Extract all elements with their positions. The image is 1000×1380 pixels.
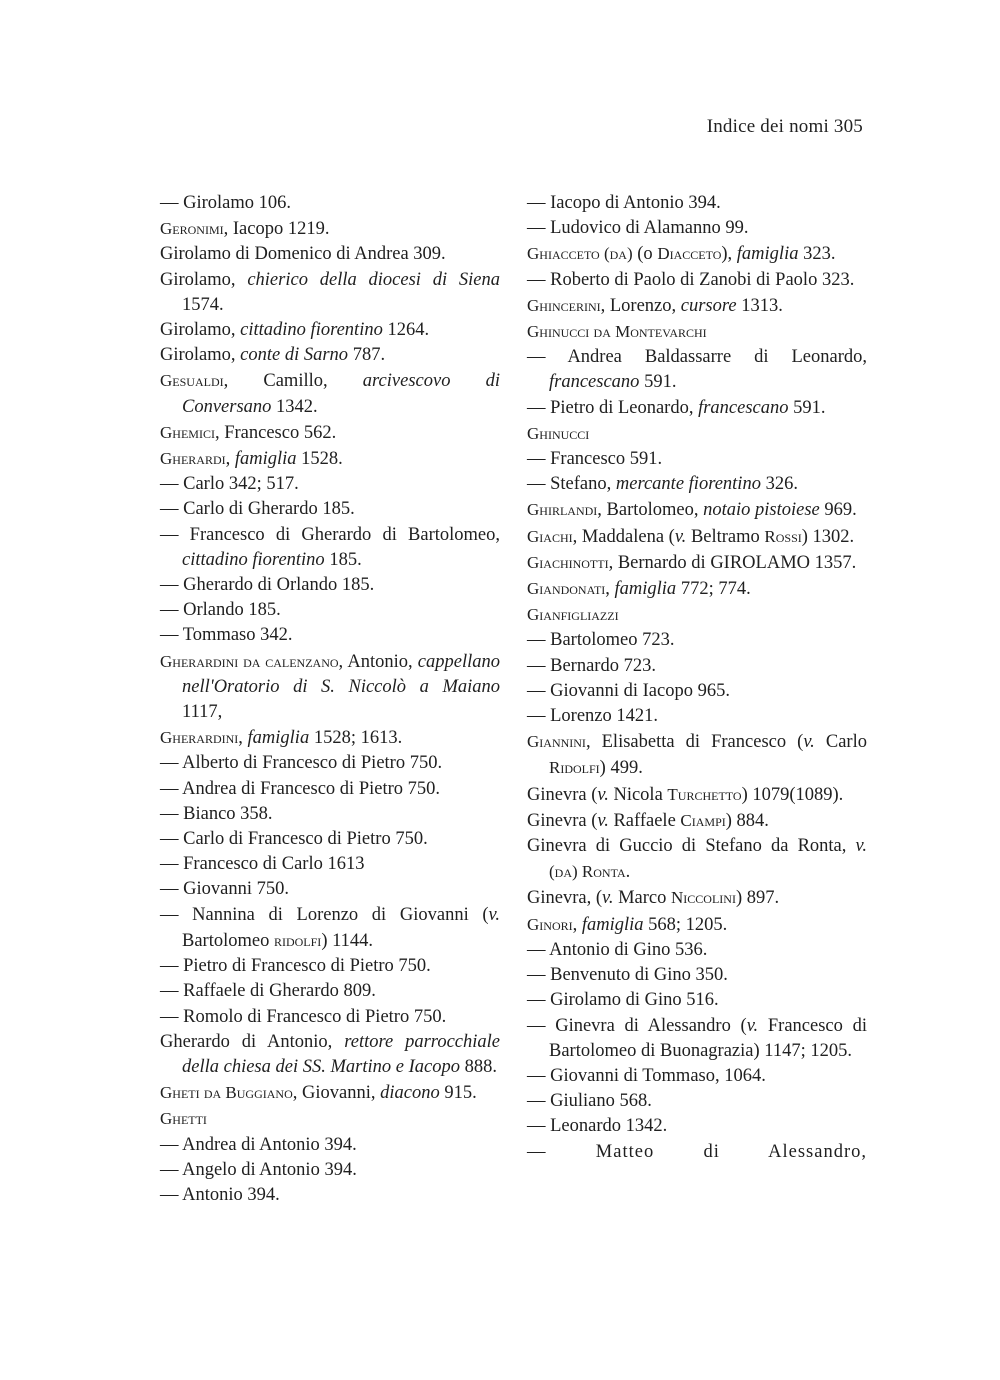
- surname: Ciampi: [680, 810, 726, 830]
- qualifier: v.: [855, 836, 867, 857]
- entry-text: — Pietro di Francesco di Pietro 750.: [160, 956, 431, 977]
- index-entry: [160, 1183, 500, 1208]
- surname: Ghiacceto (da): [527, 244, 633, 264]
- entry-text: — Giuliano 568.: [527, 1091, 652, 1112]
- entry-text: — Giovanni di Tommaso, 1064.: [527, 1065, 766, 1086]
- surname: Diacceto: [657, 244, 722, 264]
- entry-text: — Carlo di Francesco di Pietro 750.: [160, 829, 428, 850]
- index-entry: [160, 318, 500, 343]
- index-entry: [527, 602, 867, 628]
- qualifier: v.: [488, 904, 500, 925]
- index-entry: [527, 345, 867, 395]
- surname: Gianfigliazzi: [527, 605, 619, 625]
- entry-text: — Angelo di Antonio 394.: [160, 1159, 357, 1180]
- entry-text: — Romolo di Francesco di Pietro 750.: [160, 1006, 447, 1027]
- page-number: 305: [833, 116, 863, 137]
- index-entry: [527, 1114, 867, 1139]
- qualifier: famiglia: [234, 449, 297, 470]
- surname: Ghinucci da Montevarchi: [527, 322, 707, 342]
- index-entry: [160, 877, 500, 902]
- surname: Gherardi: [160, 449, 226, 469]
- index-entry: [527, 293, 867, 319]
- entry-text: — Andrea di Antonio 394.: [160, 1134, 357, 1155]
- entry-text: — Francesco di Carlo 1613: [160, 854, 365, 875]
- index-entry: [527, 912, 867, 938]
- entry-text: , Bartolomeo,: [597, 500, 704, 521]
- entry-text: ),: [721, 244, 737, 265]
- qualifier: v.: [602, 888, 614, 909]
- index-entry: [160, 598, 500, 623]
- entry-text: ) 1302.: [801, 526, 855, 547]
- index-entry: [160, 1030, 500, 1080]
- index-entry: [527, 191, 867, 216]
- entry-text: Girolamo,: [160, 345, 241, 366]
- index-entry: [160, 268, 500, 318]
- entry-text: ) 1144.: [321, 930, 374, 951]
- index-entry: [527, 550, 867, 576]
- entry-text: Girolamo,: [160, 320, 241, 341]
- index-entry: [160, 1133, 500, 1158]
- index-column-left: [160, 191, 500, 1208]
- entry-text: Ginevra (: [527, 784, 598, 805]
- index-entry: [160, 1005, 500, 1030]
- index-entry: [527, 963, 867, 988]
- index-entry: [527, 216, 867, 241]
- index-entry: [160, 523, 500, 573]
- entry-text: — Girolamo di Gino 516.: [527, 990, 719, 1011]
- entry-text: Beltramo: [686, 526, 765, 547]
- entry-text: — Iacopo di Antonio 394.: [527, 193, 721, 213]
- entry-text: 1264.: [382, 320, 430, 341]
- entry-text: 772; 774.: [676, 579, 751, 600]
- entry-text: , Iacopo 1219.: [223, 219, 330, 240]
- surname: (da) Ronta: [549, 862, 626, 882]
- index-entry: [160, 191, 500, 216]
- entry-text: — Leonardo 1342.: [527, 1116, 668, 1137]
- entry-text: — Bartolomeo 723.: [527, 630, 675, 651]
- index-entry: [527, 679, 867, 704]
- surname: Gesualdi: [160, 371, 224, 391]
- index-entry: [527, 396, 867, 421]
- qualifier: famiglia: [736, 244, 799, 265]
- entry-text: — Giovanni 750.: [160, 879, 289, 900]
- entry-text: — Alberto di Francesco di Pietro 750.: [160, 753, 443, 774]
- index-entry: [527, 319, 867, 345]
- surname: Niccolini: [671, 888, 736, 908]
- qualifier: v.: [597, 784, 609, 805]
- qualifier: rettore parrocchiale della chiesa dei SS. Martino e Iacopo: [182, 1031, 500, 1077]
- entry-text: Carlo: [814, 732, 867, 753]
- entry-text: ,: [572, 914, 582, 935]
- entry-text: — Lorenzo 1421.: [527, 706, 659, 727]
- entry-text: , Bernardo di GIROLAMO 1357.: [608, 552, 857, 573]
- index-entry: [527, 447, 867, 472]
- index-entry: [160, 242, 500, 267]
- index-entry: [527, 241, 867, 267]
- entry-text: — Stefano,: [527, 474, 616, 495]
- index-entry: [527, 268, 867, 293]
- qualifier: v.: [674, 526, 687, 547]
- surname: Ghincerini: [527, 295, 601, 315]
- entry-text: 185.: [324, 549, 362, 570]
- entry-text: — Benvenuto di Gino 350.: [527, 965, 728, 986]
- qualifier: cittadino fiorentino: [182, 549, 325, 570]
- index-entry: [160, 623, 500, 648]
- entry-text: — Ginevra di Alessandro (: [527, 1015, 747, 1036]
- entry-text: Girolamo di Domenico di Andrea 309.: [160, 244, 446, 265]
- entry-text: (o: [632, 244, 658, 265]
- index-entry: [160, 954, 500, 979]
- surname: Turchetto: [667, 784, 742, 804]
- qualifier: chierico della diocesi di Siena: [247, 269, 500, 290]
- index-entry: [160, 827, 500, 852]
- entry-text: — Matteo di Alessandro,: [527, 1141, 867, 1162]
- qualifier: cappellano nell'Oratorio di S. Niccolò a Maiano: [182, 651, 500, 697]
- entry-text: 787.: [348, 345, 386, 366]
- qualifier: cursore: [680, 295, 737, 316]
- entry-text: ) 1079(1089).: [741, 784, 844, 805]
- entry-text: 915.: [439, 1083, 477, 1104]
- index-entry: [527, 885, 867, 911]
- entry-text: — Francesco 591.: [527, 449, 663, 470]
- entry-text: 326.: [760, 474, 798, 495]
- entry-text: — Carlo 342; 517.: [160, 474, 299, 495]
- index-entry: [160, 446, 500, 472]
- qualifier: famiglia: [581, 914, 644, 935]
- surname: Gherardini: [160, 728, 239, 748]
- index-entry: [527, 782, 867, 808]
- index-entry: [160, 725, 500, 751]
- entry-text: — Bianco 358.: [160, 803, 273, 824]
- surname: ridolfi: [273, 930, 322, 950]
- index-entry: [160, 649, 500, 726]
- index-entry: [527, 576, 867, 602]
- index-entry: [527, 421, 867, 447]
- entry-text: 1313.: [736, 295, 783, 316]
- index-entry: [160, 497, 500, 522]
- entry-text: , Elisabetta di Francesco (: [585, 732, 804, 753]
- index-entry: [527, 1064, 867, 1089]
- entry-text: 1342.: [271, 396, 318, 417]
- index-entry: [160, 368, 500, 419]
- index-entry: [527, 729, 867, 781]
- entry-text: — Nannina di Lorenzo di Giovanni (: [160, 904, 489, 925]
- qualifier: v.: [803, 732, 815, 753]
- index-entry: [527, 654, 867, 679]
- qualifier: mercante fiorentino: [615, 474, 761, 495]
- entry-text: , Lorenzo,: [600, 295, 681, 316]
- index-entry: [160, 472, 500, 497]
- index-entry: [527, 808, 867, 834]
- entry-text: — Carlo di Gherardo 185.: [160, 499, 355, 520]
- entry-text: — Giovanni di Iacopo 965.: [527, 680, 730, 701]
- qualifier: francescano: [698, 397, 789, 418]
- entry-text: Francesco di Bartolomeo di Buonagrazia) 1147; 1205.: [549, 1015, 867, 1061]
- surname: Ridolfi: [549, 758, 600, 778]
- surname: Ghirlandi: [527, 500, 598, 520]
- index-entry: [160, 420, 500, 446]
- entry-text: .: [625, 862, 631, 883]
- surname: Giachinotti: [527, 552, 609, 572]
- qualifier: notaio pistoiese: [703, 500, 820, 521]
- qualifier: francescano: [549, 372, 640, 393]
- entry-text: ) 884.: [725, 810, 769, 831]
- index-column-right: [527, 191, 867, 1165]
- entry-text: — Antonio di Gino 536.: [527, 939, 708, 960]
- index-entry: [160, 573, 500, 598]
- entry-text: — Gherardo di Orlando 185.: [160, 575, 375, 596]
- entry-text: ,: [225, 449, 235, 470]
- index-entry: [160, 1080, 500, 1106]
- entry-text: Ginevra (: [527, 810, 598, 831]
- entry-text: , Camillo,: [223, 371, 363, 392]
- qualifier: cittadino fiorentino: [240, 320, 383, 341]
- entry-text: 591.: [788, 397, 826, 418]
- index-entry: [160, 751, 500, 776]
- index-entry: [160, 343, 500, 368]
- entry-text: — Antonio 394.: [160, 1184, 280, 1205]
- entry-text: Girolamo,: [160, 269, 248, 290]
- entry-text: 1117,: [182, 702, 223, 723]
- entry-text: , Antonio,: [338, 651, 418, 672]
- index-entry: [527, 472, 867, 497]
- index-entry: [527, 497, 867, 523]
- entry-text: 323.: [798, 244, 836, 265]
- entry-text: 1528; 1613.: [309, 728, 403, 749]
- entry-text: — Pietro di Leonardo,: [527, 397, 699, 418]
- surname: Ginori: [527, 914, 573, 934]
- index-entry: [160, 903, 500, 954]
- entry-text: Bartolomeo: [182, 930, 274, 951]
- surname: Giachi: [527, 526, 573, 546]
- qualifier: v.: [746, 1015, 759, 1036]
- entry-text: — Roberto di Paolo di Zanobi di Paolo 323.: [527, 269, 855, 290]
- qualifier: famiglia: [247, 728, 310, 749]
- entry-text: 888.: [459, 1056, 497, 1077]
- entry-text: , Francesco 562.: [214, 422, 337, 443]
- qualifier: arcivescovo di Conversano: [182, 371, 500, 417]
- entry-text: — Andrea Baldassarre di Leonardo,: [527, 347, 867, 368]
- entry-text: ,: [605, 579, 615, 600]
- entry-text: — Bernardo 723.: [527, 655, 656, 676]
- index-entry: [160, 1106, 500, 1132]
- entry-text: Ginevra di Guccio di Stefano da Ronta,: [527, 836, 856, 857]
- running-header: [707, 116, 863, 138]
- index-entry: [527, 834, 867, 885]
- surname: Giandonati: [527, 579, 606, 599]
- entry-text: Marco: [613, 888, 672, 909]
- surname: Geronimi: [160, 219, 224, 239]
- entry-text: Nicola: [608, 784, 668, 805]
- index-entry: [160, 777, 500, 802]
- index-entry: [527, 1089, 867, 1114]
- entry-text: 1528.: [296, 449, 343, 470]
- entry-text: 1574.: [182, 294, 224, 315]
- index-entry: [160, 802, 500, 827]
- index-entry: [160, 216, 500, 242]
- entry-text: Raffaele: [608, 810, 681, 831]
- qualifier: diacono: [380, 1083, 440, 1104]
- surname: Gherardini da calenzano: [160, 651, 339, 671]
- index-entry: [527, 628, 867, 653]
- entry-text: ) 499.: [599, 758, 643, 779]
- entry-text: ) 897.: [735, 888, 780, 909]
- entry-text: — Francesco di Gherardo di Bartolomeo,: [160, 524, 500, 545]
- entry-text: , Giovanni,: [292, 1083, 381, 1104]
- surname: Ghetti: [160, 1109, 207, 1129]
- surname: Ghinucci: [527, 423, 590, 443]
- entry-text: — Girolamo 106.: [160, 193, 292, 213]
- entry-text: — Tommaso 342.: [160, 625, 293, 646]
- index-entry: [527, 524, 867, 550]
- entry-text: — Orlando 185.: [160, 600, 281, 621]
- qualifier: conte di Sarno: [240, 345, 349, 366]
- qualifier: famiglia: [614, 579, 677, 600]
- entry-text: ,: [238, 728, 248, 749]
- qualifier: v.: [597, 810, 609, 831]
- entry-text: — Andrea di Francesco di Pietro 750.: [160, 778, 441, 799]
- entry-text: — Ludovico di Alamanno 99.: [527, 218, 749, 239]
- entry-text: 969.: [819, 500, 857, 521]
- index-entry: [160, 979, 500, 1004]
- entry-text: — Raffaele di Gherardo 809.: [160, 981, 376, 1002]
- index-entry: [527, 1014, 867, 1064]
- index-entry: [160, 852, 500, 877]
- index-entry: [527, 704, 867, 729]
- entry-text: Ginevra, (: [527, 888, 602, 909]
- index-entry: [160, 1158, 500, 1183]
- entry-text: , Maddalena (: [572, 526, 675, 547]
- entry-text: 568; 1205.: [643, 914, 728, 935]
- surname: Ghemici: [160, 422, 215, 442]
- surname: Giannini: [527, 732, 586, 752]
- index-entry: [527, 988, 867, 1013]
- surname: Rossi: [764, 526, 802, 546]
- running-title: Indice dei nomi: [706, 116, 829, 137]
- entry-text: Gherardo di Antonio,: [160, 1031, 345, 1052]
- surname: Gheti da Buggiano: [160, 1083, 293, 1103]
- index-entry: [527, 1140, 867, 1165]
- index-entry: [527, 938, 867, 963]
- entry-text: 591.: [639, 372, 677, 393]
